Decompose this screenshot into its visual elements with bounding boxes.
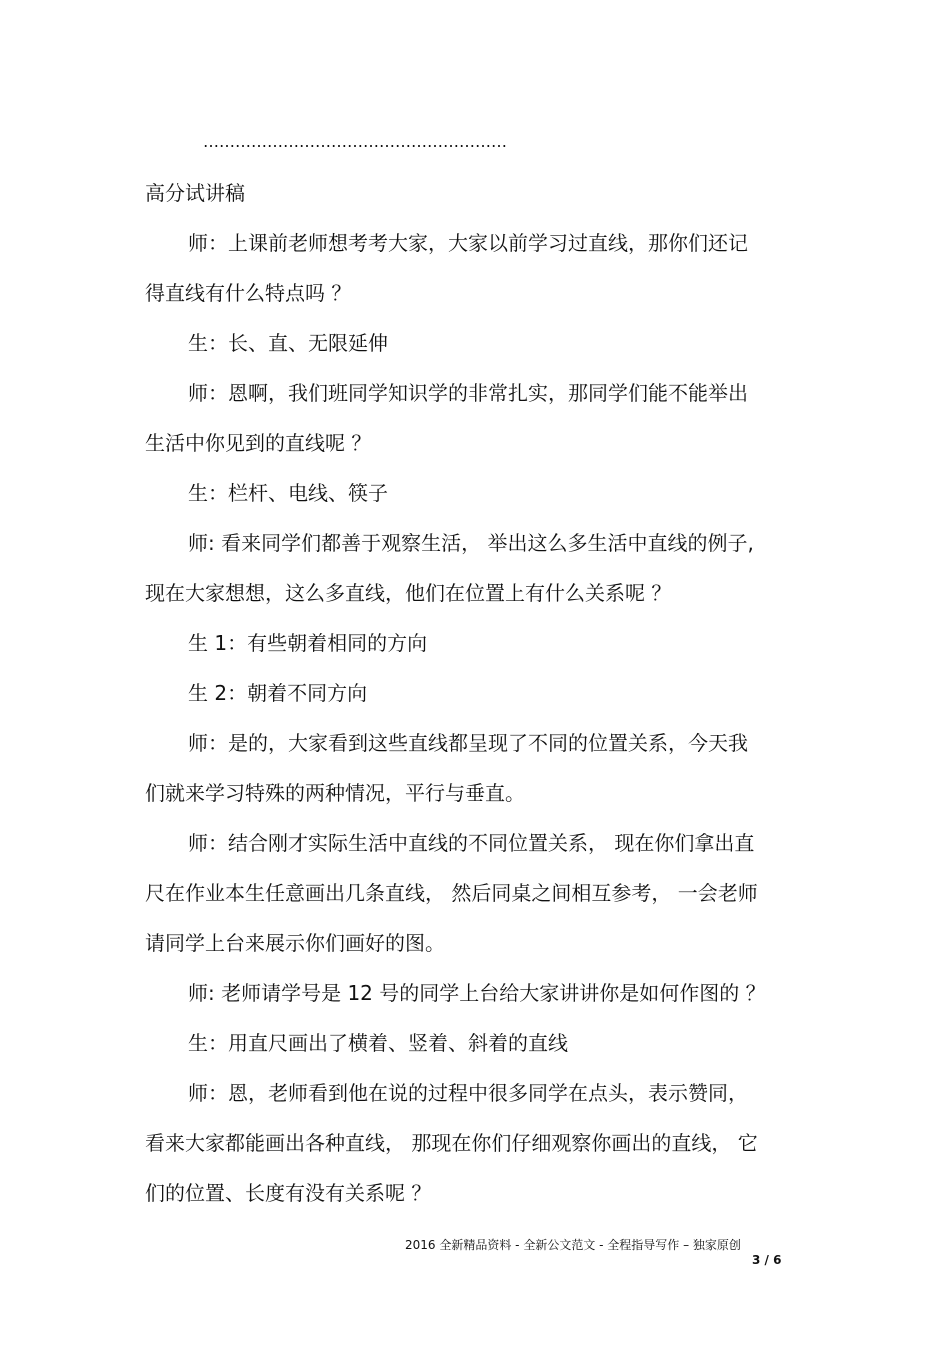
text-line: 师：是的，大家看到这些直线都呈现了不同的位置关系，今天我	[188, 731, 748, 755]
text-line: 师：恩，老师看到他在说的过程中很多同学在点头，表示赞同，	[188, 1081, 748, 1105]
text-line: 师: 看来同学们都善于观察生活， 举出这么多生活中直线的例子,	[188, 531, 754, 555]
text-line: 师: 老师请学号是 12 号的同学上台给大家讲讲你是如何作图的 ？	[188, 981, 766, 1005]
text-line: 生：栏杆、电线、筷子	[188, 481, 388, 505]
text-line: 请同学上台来展示你们画好的图。	[145, 931, 445, 955]
document-heading: 高分试讲稿	[145, 181, 245, 205]
text-line: 生 2：朝着不同方向	[188, 681, 368, 705]
text-line: 得直线有什么特点吗 ？	[145, 281, 352, 305]
text-line: 生活中你见到的直线呢 ？	[145, 431, 372, 455]
dotted-separator: …………………………………………………	[203, 132, 507, 151]
text-line: 师：结合刚才实际生活中直线的不同位置关系， 现在你们拿出直	[188, 831, 755, 855]
text-line: 师：上课前老师想考考大家，大家以前学习过直线，那你们还记	[188, 231, 748, 255]
text-line: 生 1：有些朝着相同的方向	[188, 631, 428, 655]
page-footer: 2016 全新精品资料 - 全新公文范文 - 全程指导写作 – 独家原创	[405, 1238, 741, 1252]
text-line: 们就来学习特殊的两种情况，平行与垂直。	[145, 781, 525, 805]
text-line: 现在大家想想，这么多直线，他们在位置上有什么关系呢 ？	[145, 581, 672, 605]
text-line: 生：用直尺画出了横着、竖着、斜着的直线	[188, 1031, 568, 1055]
text-line: 看来大家都能画出各种直线， 那现在你们仔细观察你画出的直线， 它	[145, 1131, 758, 1155]
text-line: 尺在作业本生任意画出几条直线， 然后同桌之间相互参考， 一会老师	[145, 881, 758, 905]
text-line: 生：长、直、无限延伸	[188, 331, 388, 355]
page-number: 3 / 6	[752, 1253, 782, 1267]
text-line: 们的位置、长度有没有关系呢 ？	[145, 1181, 432, 1205]
text-line: 师：恩啊，我们班同学知识学的非常扎实，那同学们能不能举出	[188, 381, 748, 405]
